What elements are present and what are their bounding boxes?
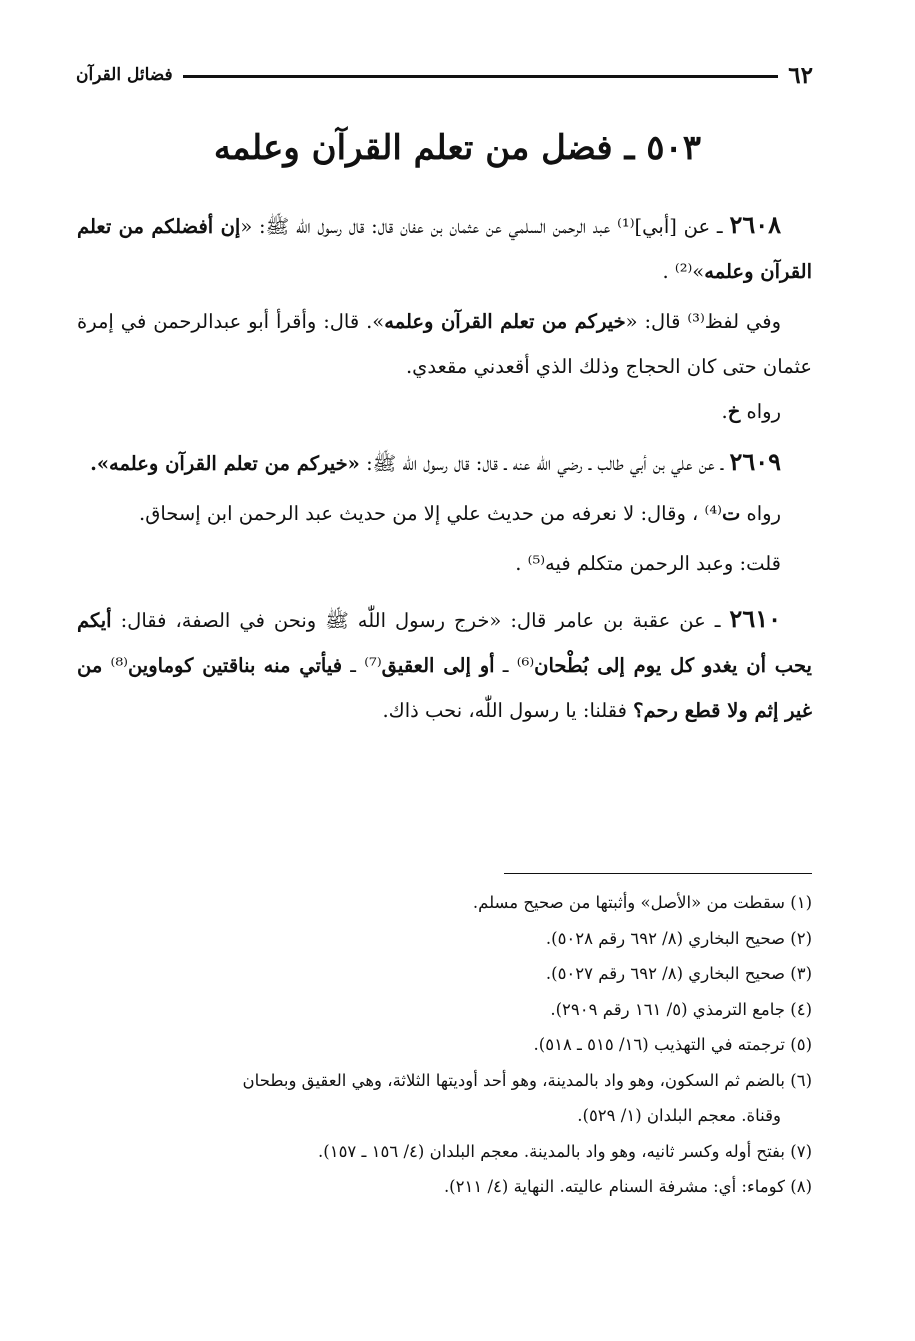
source-symbol: ت	[721, 502, 741, 525]
narration-text: ابن إسحاق.	[139, 502, 233, 525]
prophetic-saying: خيركم من تعلم القرآن وعلمه	[384, 310, 626, 333]
footnote-2: (٢) صحيح البخاري (٨/ ٦٩٢ رقم ٥٠٢٨).	[545, 928, 812, 948]
narration-text: رواه	[740, 400, 781, 423]
source-symbol: خ	[727, 400, 741, 423]
prophetic-saying: إن أفضلكم من تعلم القرآن وعلمه	[77, 215, 812, 283]
prophetic-saying: بناقتين كوماوين	[127, 654, 256, 677]
hadith-number: ٢٦١٠	[729, 604, 781, 633]
prophetic-saying: فيأتي منه	[263, 654, 343, 677]
prophetic-saying: من غير إثم ولا قطع رحم؟	[77, 654, 812, 722]
footnote-6-continued: وقناة. معجم البلدان (١/ ٥٢٩).	[577, 1106, 781, 1125]
hadith-2608	[77, 202, 812, 294]
footnote-4: (٤) جامع الترمذي (٥/ ١٦١ رقم ٢٩٠٩).	[550, 999, 812, 1019]
narration-text: ⁽⁴⁾ ، وقال: لا نعرفه من حديث علي إلا من حديث عبد الرحمن	[238, 502, 722, 525]
footnote-7: (٧) بفتح أوله وكسر ثانيه، وهو واد بالمدينة. معجم البلدان (٤/ ١٥٦ ـ ١٥٧).	[318, 1141, 812, 1161]
narration-note	[77, 491, 812, 536]
footnote-1: (١) سقطت من «الأصل» وأثبتها من صحيح مسلم.	[472, 893, 812, 912]
header-rule	[183, 75, 779, 78]
footnote-5: (٥) ترجمته في التهذيب (١٦/ ٥١٥ ـ ٥١٨).	[533, 1035, 812, 1054]
footnotes	[77, 885, 812, 1205]
hadith-number: ٢٦٠٨	[729, 210, 782, 239]
running-title: فضائل القرآن	[76, 65, 173, 85]
hadith-text: ⁽⁷⁾ ـ	[342, 654, 382, 677]
variant-text: وفي لفظ⁽³⁾ قال: «	[625, 310, 781, 333]
main-text	[77, 198, 812, 733]
hadith-text: ـ عن عقبة بن عامر قال: «خرج رسول اللّٰه ﷺ ونحن في الصفة،	[175, 609, 730, 632]
running-header	[76, 58, 813, 92]
chapter-title: ٥٠٣ ـ فضل من تعلم القرآن وعلمه	[213, 128, 702, 168]
hadith-text: ـ عن [أبي]⁽¹⁾ عبد الرحمن السلمي عن عثمان بن عفان قال: قال	[348, 215, 730, 238]
prophetic-saying: «خيركم من تعلم القرآن وعلمه».	[90, 452, 360, 475]
prophetic-saying: أو إلى العقيق	[381, 654, 495, 677]
narration-text: رواه	[740, 502, 781, 525]
narration-source	[77, 389, 812, 434]
hadith-number: ٢٦٠٩	[729, 447, 781, 476]
footnote-3: (٣) صحيح البخاري (٨/ ٦٩٢ رقم ٥٠٢٧).	[545, 964, 812, 983]
hadith-text: ⁽⁸⁾	[102, 654, 128, 677]
variant-text: ». قال: وأقرأ أبو عبدالرحمن	[153, 310, 385, 333]
variant-wording	[77, 299, 812, 389]
hadith-text: ⁽⁶⁾ ـ	[494, 654, 535, 677]
hadith-text: رسول اللّٰه ﷺ: «	[240, 215, 343, 238]
hadith-text: ـ عن علي بن أبي طالب ـ رضي اللّٰه عنه ـ قال: قال رسول اللّٰه ﷺ:	[366, 452, 730, 475]
hadith-text: فقال:	[111, 609, 167, 632]
prophetic-saying: أيكم يحب أن يغدو كل يوم إلى بُطْحان	[77, 609, 812, 677]
narration-text: .	[721, 400, 728, 423]
hadith-2610	[77, 596, 812, 733]
footnote-6: (٦) بالضم ثم السكون، وهو واد بالمدينة، وهو أحد أوديتها الثلاثة، وهي العقيق وبطحان	[242, 1070, 812, 1090]
page-number: ٦٢	[788, 61, 813, 89]
footnote-8: (٨) كوماء: أي: مشرفة السنام عاليته. النهاية (٤/ ٢١١).	[443, 1177, 812, 1196]
author-comment: قلت: وعبد الرحمن متكلم فيه⁽⁵⁾ .	[515, 552, 781, 575]
hadith-text: فقلنا: يا رسول اللّٰه، نحب ذاك.	[382, 699, 634, 722]
footnote-rule	[504, 873, 812, 874]
variant-text: في إمرة عثمان حتى كان الحجاج وذلك الذي أقعدني مقعدي.	[77, 310, 812, 378]
hadith-text: »⁽²⁾ .	[662, 260, 705, 283]
hadith-2609	[77, 439, 812, 486]
